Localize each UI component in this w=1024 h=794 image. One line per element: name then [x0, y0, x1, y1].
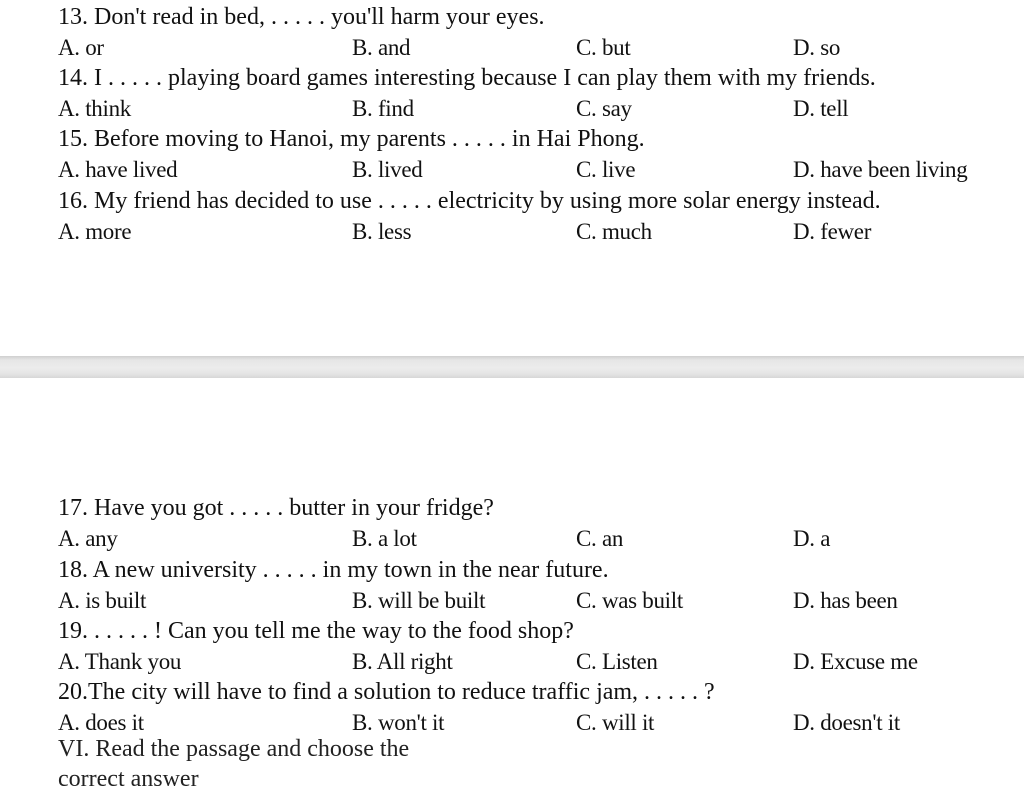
option-a: A. think — [58, 96, 131, 121]
option-a: A. more — [58, 219, 132, 244]
option-c: C. but — [576, 35, 631, 60]
document-page-bottom — [0, 378, 1024, 746]
question-text: 18. A new university . . . . . in my town in the near future. — [58, 557, 609, 583]
option-a: A. is built — [58, 588, 147, 613]
option-c: C. will it — [576, 710, 655, 735]
document-page-top — [0, 0, 1024, 356]
option-a: A. have lived — [58, 157, 178, 182]
option-c: C. Listen — [576, 649, 658, 674]
option-b: B. a lot — [352, 526, 417, 551]
option-c: C. live — [576, 157, 636, 182]
option-a: A. Thank you — [58, 649, 182, 674]
option-d: D. have been living — [793, 157, 968, 182]
option-b: B. and — [352, 35, 411, 60]
option-c: C. much — [576, 219, 652, 244]
option-b: B. less — [352, 219, 412, 244]
option-c: C. an — [576, 526, 624, 551]
option-c: C. was built — [576, 588, 683, 613]
question-text: 15. Before moving to Hanoi, my parents . . . . . in Hai Phong. — [58, 126, 645, 152]
option-d: D. fewer — [793, 219, 872, 244]
option-a: A. or — [58, 35, 104, 60]
option-d: D. Excuse me — [793, 649, 918, 674]
question-text: 13. Don't read in bed, . . . . . you'll harm your eyes. — [58, 4, 545, 30]
option-d: D. has been — [793, 588, 898, 613]
option-b: B. find — [352, 96, 414, 121]
option-c: C. say — [576, 96, 632, 121]
option-b: B. lived — [352, 157, 423, 182]
question-text: 17. Have you got . . . . . butter in your fridge? — [58, 495, 494, 521]
question-text: 20.The city will have to find a solution to reduce traffic jam, . . . . . ? — [58, 679, 715, 705]
option-d: D. doesn't it — [793, 710, 900, 735]
option-b: B. will be built — [352, 588, 486, 613]
question-text: 19. . . . . . ! Can you tell me the way to the food shop? — [58, 618, 574, 644]
cutoff-text: VI. Read the passage and choose the correct answer — [58, 736, 410, 792]
cutoff-next-line — [58, 736, 478, 792]
question-text: 14. I . . . . . playing board games interesting because I can play them with my friends. — [58, 65, 876, 91]
option-a: A. does it — [58, 710, 144, 735]
question-text: 16. My friend has decided to use . . . . . electricity by using more solar energy instead. — [58, 188, 881, 214]
page-break-divider — [0, 356, 1024, 378]
option-b: B. won't it — [352, 710, 445, 735]
option-d: D. tell — [793, 96, 849, 121]
option-d: D. so — [793, 35, 841, 60]
option-d: D. a — [793, 526, 831, 551]
option-a: A. any — [58, 526, 118, 551]
option-b: B. All right — [352, 649, 453, 674]
